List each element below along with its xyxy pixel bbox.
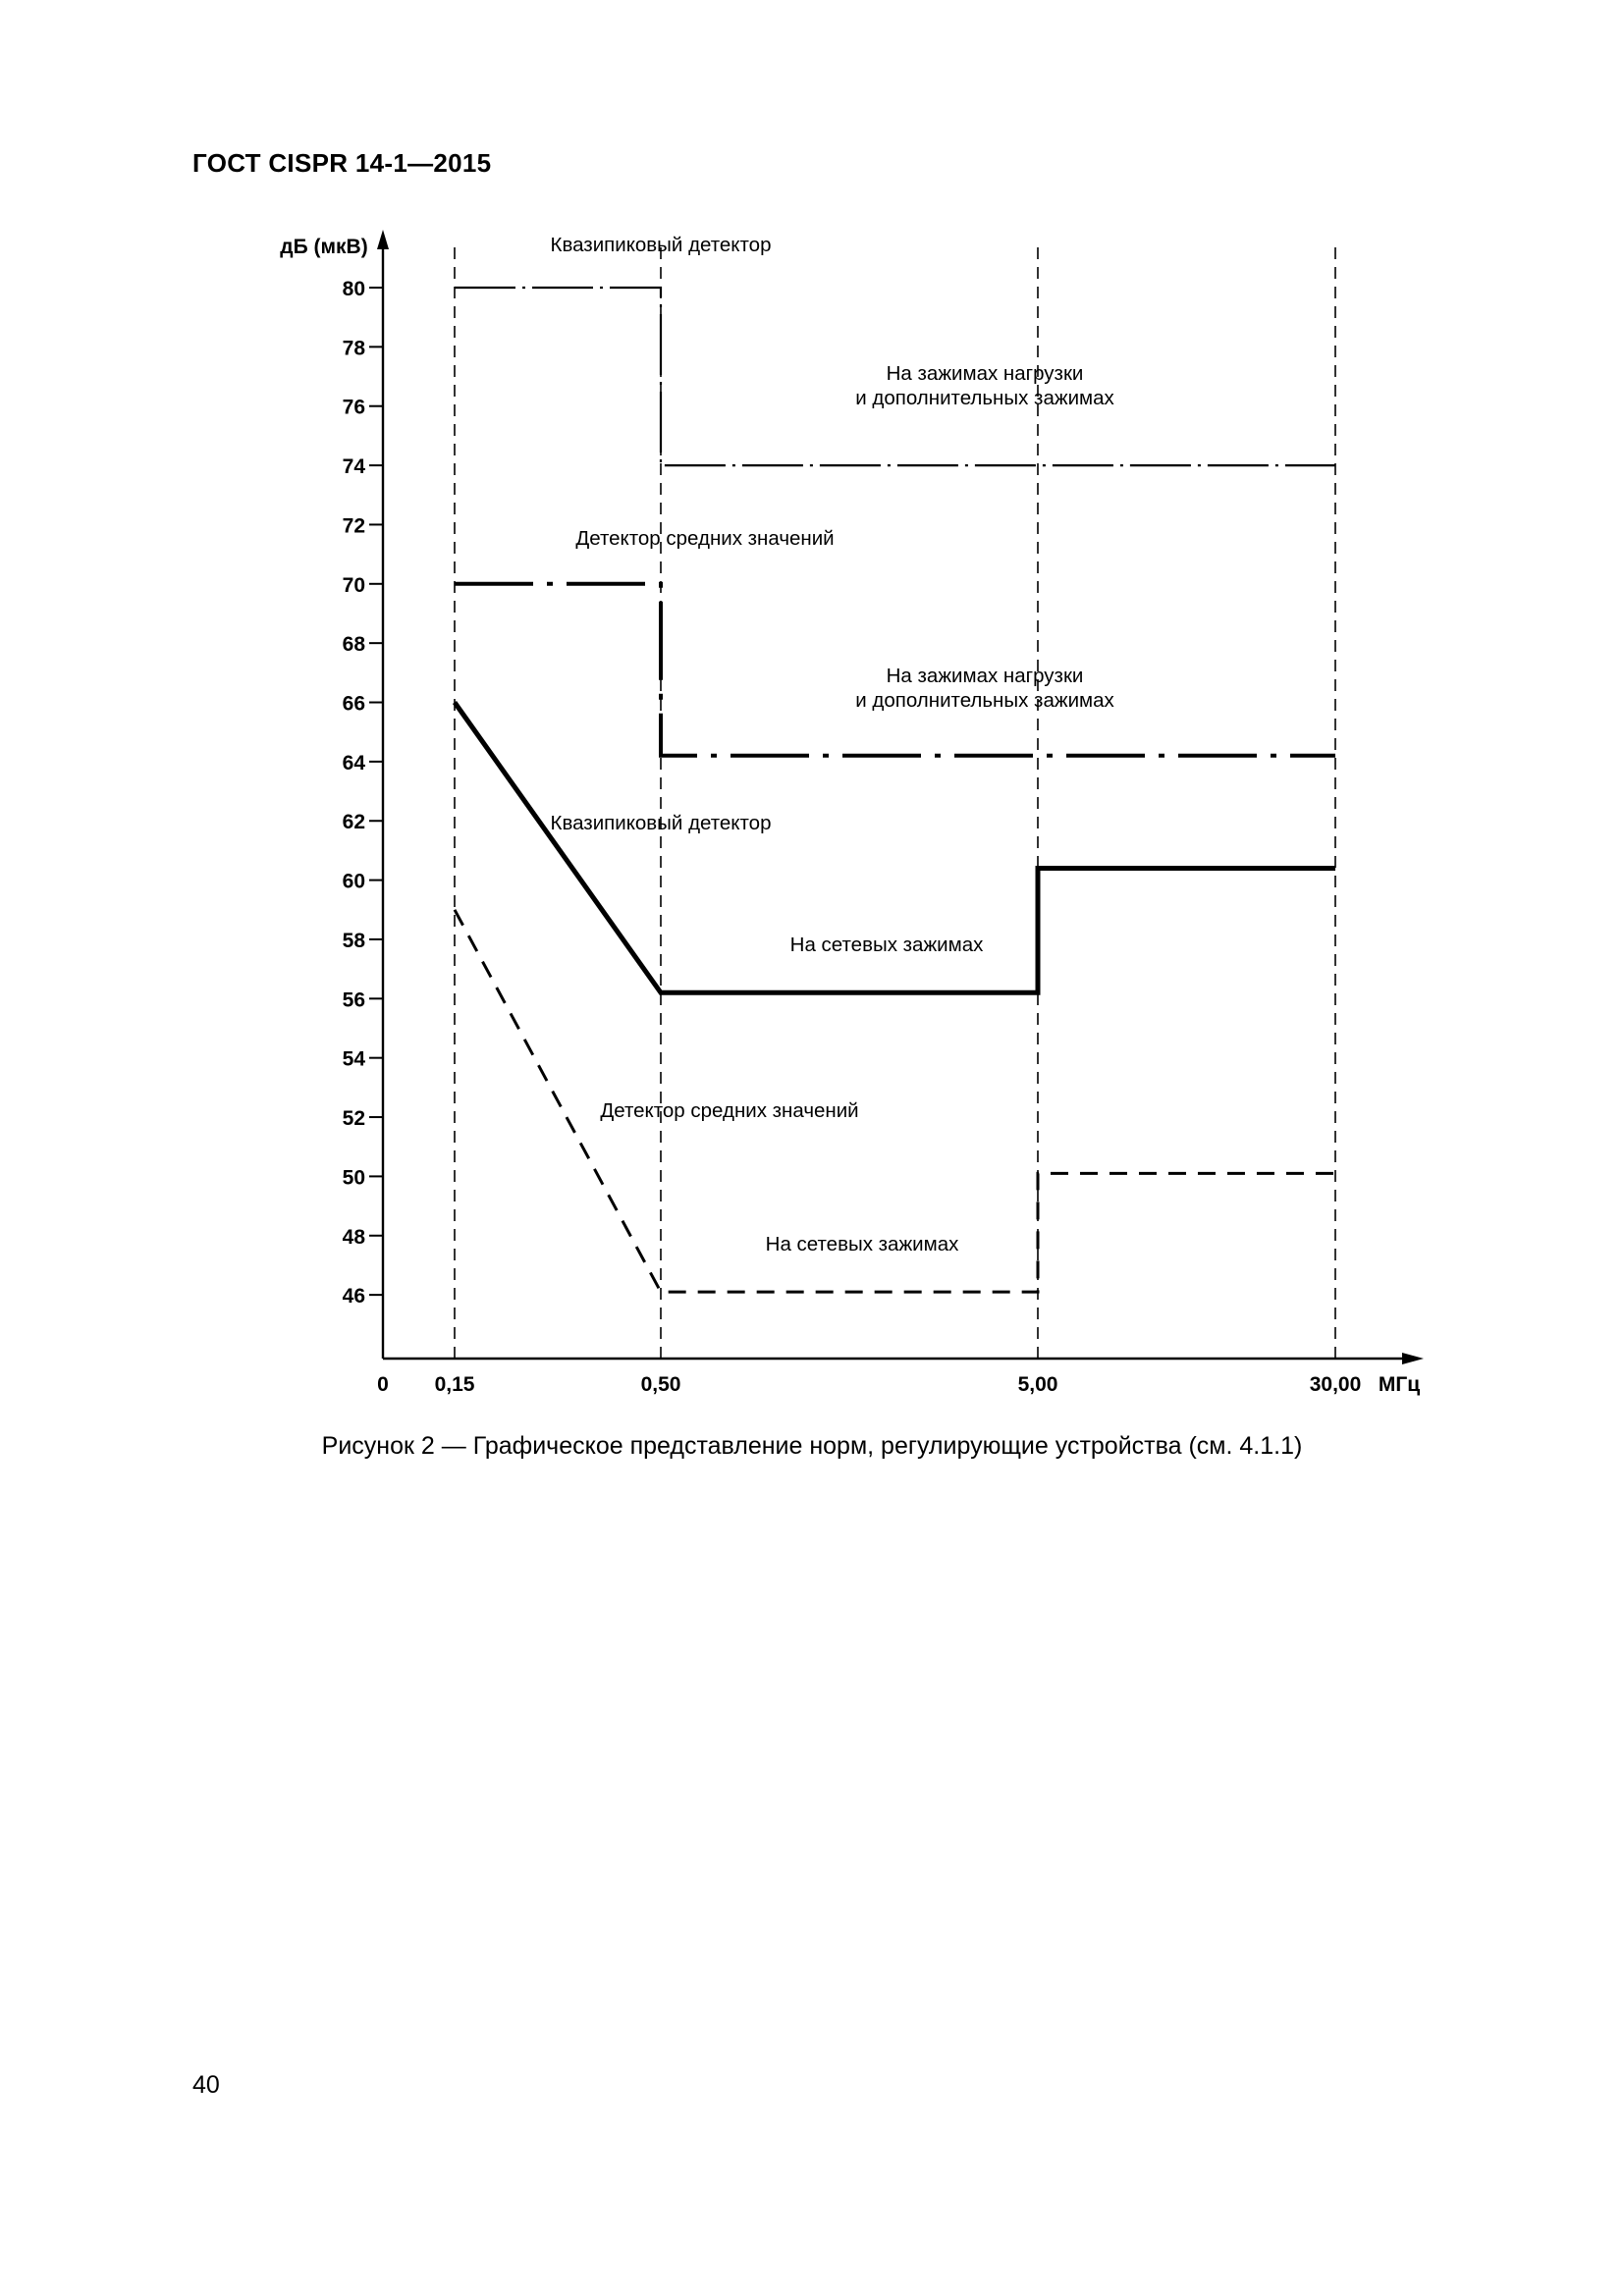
y-tick-label: 80 [342,278,365,300]
y-tick-label: 50 [342,1166,365,1190]
y-tick-label: 46 [342,1285,365,1308]
annotation-qp-title-1: Квазипиковый детектор [550,234,772,256]
x-tick-label: 0,15 [434,1373,475,1396]
x-axis-unit: МГц [1378,1373,1421,1396]
y-tick-label: 48 [342,1225,365,1249]
annotation-avg-title-2: Детектор средних значений [600,1099,859,1122]
y-tick-label: 60 [342,870,365,893]
y-tick-label: 54 [342,1047,365,1071]
y-tick-label: 66 [342,692,365,716]
annotation-load-2-line2: и дополнительных зажимах [855,689,1114,712]
page-number: 40 [192,2071,220,2099]
document-standard-header: ГОСТ CISPR 14-1—2015 [192,148,492,178]
annotation-load-1-line2: и дополнительных зажимах [855,387,1114,409]
y-axis-arrow [377,230,389,249]
x-tick-label: 30,00 [1309,1373,1362,1396]
y-tick-label: 58 [342,929,365,952]
x-tick-label: 5,00 [1017,1373,1058,1396]
y-tick-label: 56 [342,988,365,1012]
y-tick-label: 52 [342,1107,365,1131]
chart-annotations [551,234,1115,1255]
annotation-load-2-line1: На зажимах нагрузки [886,665,1084,687]
y-tick-label: 78 [342,337,365,360]
y-tick-label: 70 [342,573,365,597]
annotation-mains-2: На сетевых зажимах [765,1233,959,1255]
annotation-load-1-line1: На зажимах нагрузки [886,362,1084,385]
y-tick-label: 72 [342,514,365,538]
y-tick-label: 74 [342,455,365,479]
chart-axes [280,230,1424,1396]
annotation-avg-title-1: Детектор средних значений [575,527,835,550]
y-tick-label: 68 [342,633,365,657]
x-axis-arrow [1402,1353,1424,1364]
y-axis-label: дБ (мкВ) [280,236,368,258]
y-tick-label: 62 [342,811,365,834]
y-tick-label: 64 [342,751,365,774]
figure-caption: Рисунок 2 — Графическое представление норм, регулирующие устройства (см. 4.1.1) [321,1432,1303,1460]
y-tick-label: 76 [342,396,365,419]
annotation-qp-title-2: Квазипиковый детектор [550,812,772,834]
chart-series [455,288,1335,1292]
x-tick-label: 0,50 [640,1373,681,1396]
x-tick-label: 0 [377,1373,389,1396]
annotation-mains-1: На сетевых зажимах [789,934,984,956]
